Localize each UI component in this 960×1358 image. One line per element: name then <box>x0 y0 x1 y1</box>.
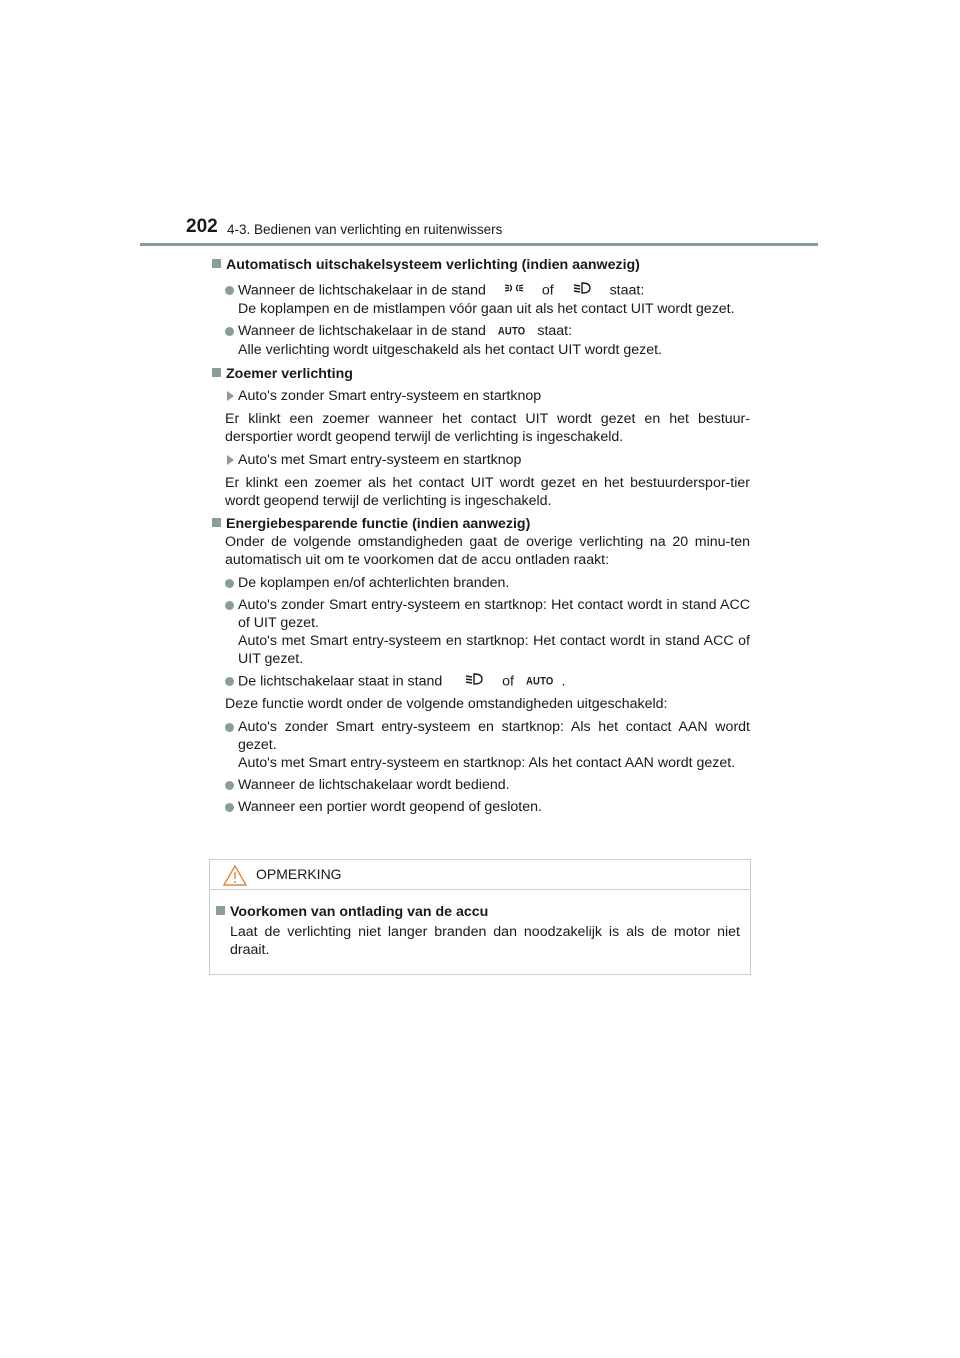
list-item: Wanneer een portier wordt geopend of gesloten. <box>209 798 750 816</box>
round-bullet-icon <box>225 803 234 812</box>
round-bullet-icon <box>225 579 234 588</box>
paragraph: Er klinkt een zoemer wanneer het contact UIT wordt gezet en het bestuur-dersportier wordt geopend terwijl de verlichting is ingeschakeld. <box>225 411 750 445</box>
section-heading: Energiebesparende functie (indien aanwezig) <box>212 515 750 533</box>
list-item: Wanneer de lichtschakelaar in de stand of staat: De koplampen en de mistlampen vóór gaan uit als het contact UIT wordt gezet. <box>209 281 750 318</box>
section-auto-off <box>209 256 750 359</box>
notice-heading: Voorkomen van ontlading van de accu <box>216 903 740 921</box>
list-item: De koplampen en/of achterlichten branden. <box>209 574 750 592</box>
round-bullet-icon <box>225 677 234 686</box>
page-number: 202 <box>186 216 218 237</box>
paragraph: Onder de volgende omstandigheden gaat de overige verlichting na 20 minu-ten automatisch uit om te voorkomen dat de accu ontladen raakt: <box>225 534 750 568</box>
list-item: Wanneer de lichtschakelaar in de stand AUTO staat: Alle verlichting wordt uitgeschakeld als het contact UIT wordt gezet. <box>209 322 750 359</box>
tail-light-icon <box>504 281 524 300</box>
page-content <box>209 256 750 820</box>
headlight-icon <box>464 672 484 691</box>
paragraph: Er klinkt een zoemer als het contact UIT wordt gezet en het bestuurderspor-tier wordt geopend terwijl de verlichting is ingeschakeld. <box>225 475 750 509</box>
notice-text: Laat de verlichting niet langer branden dan noodzakelijk is als de motor niet draait. <box>230 924 740 958</box>
section-energy <box>209 515 750 816</box>
square-bullet-icon <box>212 368 221 377</box>
auto-symbol: AUTO <box>525 675 554 689</box>
section-heading: Automatisch uitschakelsysteem verlichting (indien aanwezig) <box>212 256 750 274</box>
headlight-icon <box>572 281 592 300</box>
section-title: 4-3. Bedienen van verlichting en ruitenwissers <box>227 222 503 237</box>
arrow-right-icon <box>227 455 234 465</box>
paragraph: Deze functie wordt onder de volgende omstandigheden uitgeschakeld: <box>225 696 668 713</box>
arrow-right-icon <box>227 391 234 401</box>
notice-header <box>210 860 750 890</box>
list-item: Auto's zonder Smart entry-systeem en startknop <box>209 387 750 405</box>
list-item: Auto's met Smart entry-systeem en startknop <box>209 451 750 469</box>
warning-triangle-icon <box>223 865 247 891</box>
page-header <box>186 212 818 248</box>
notice-box <box>209 859 751 975</box>
header-rule <box>140 243 818 246</box>
round-bullet-icon <box>225 286 234 295</box>
square-bullet-icon <box>212 259 221 268</box>
square-bullet-icon <box>212 518 221 527</box>
square-bullet-icon <box>216 906 225 915</box>
list-item: Wanneer de lichtschakelaar wordt bediend. <box>209 776 750 794</box>
auto-symbol: AUTO <box>497 324 526 338</box>
round-bullet-icon <box>225 723 234 732</box>
round-bullet-icon <box>225 601 234 610</box>
round-bullet-icon <box>225 781 234 790</box>
section-heading: Zoemer verlichting <box>212 365 750 383</box>
round-bullet-icon <box>225 327 234 336</box>
list-item: Auto's zonder Smart entry-systeem en startknop: Als het contact AAN wordt gezet. Auto's met Smart entry-systeem en startknop: Als het contact AAN wordt gezet. <box>209 718 750 772</box>
list-item: De lichtschakelaar staat in stand of AUTO . <box>209 672 750 691</box>
section-buzzer <box>209 365 750 510</box>
notice-title: OPMERKING <box>256 866 342 882</box>
notice-body <box>210 890 750 959</box>
list-item: Auto's zonder Smart entry-systeem en startknop: Het contact wordt in stand ACC of UIT gezet. Auto's met Smart entry-systeem en startknop: Het contact wordt in stand ACC of UIT gezet. <box>209 596 750 668</box>
